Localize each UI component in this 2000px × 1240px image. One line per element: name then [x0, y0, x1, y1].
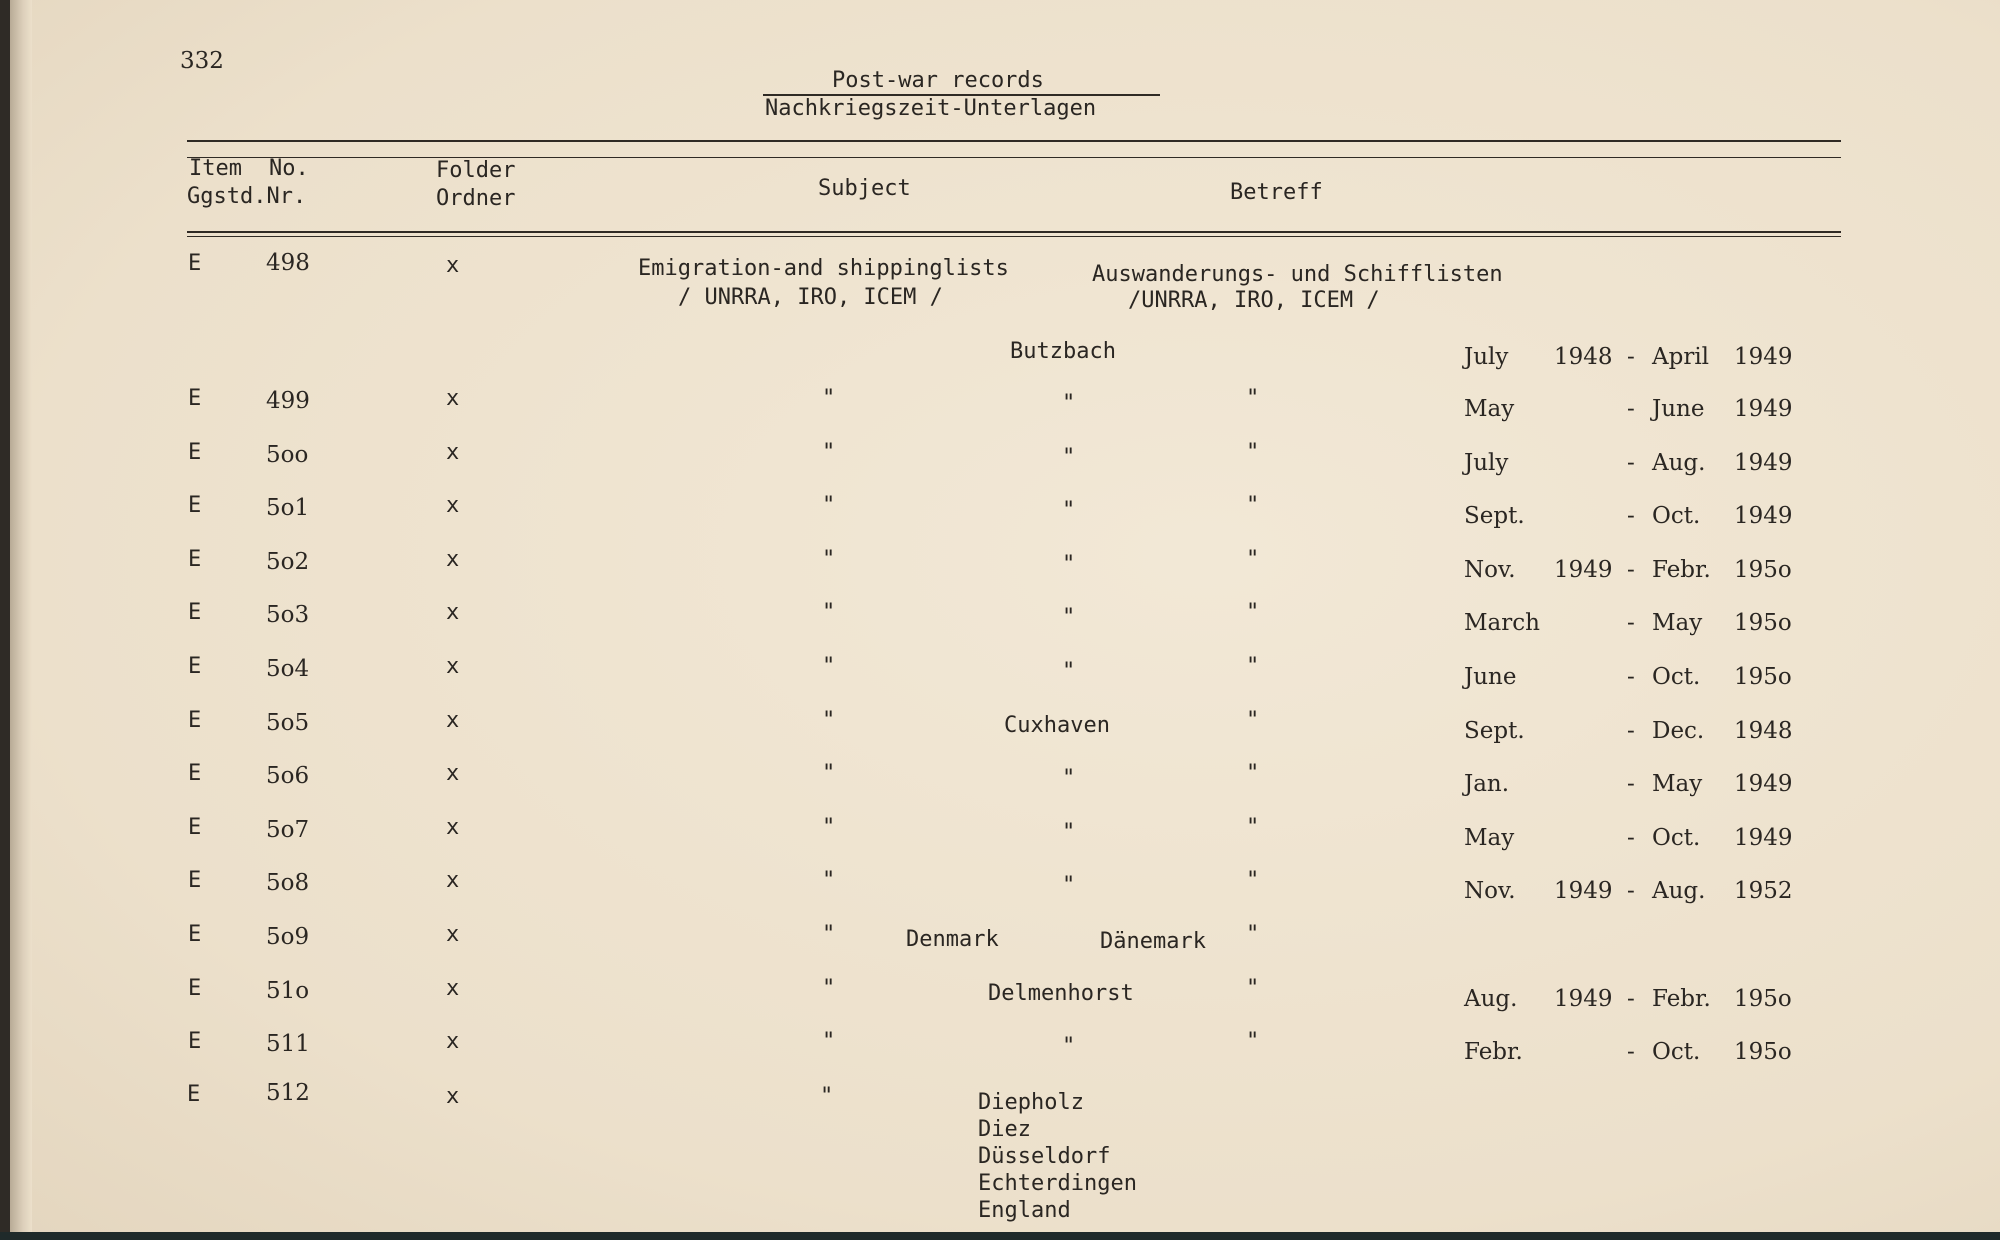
entry-item: E: [188, 922, 202, 947]
ditto-mark-betreff: ": [1246, 440, 1260, 465]
title-english: Post-war records: [832, 68, 1044, 93]
place-line: Echterdingen: [978, 1171, 1137, 1196]
entry-number: 5o8: [266, 870, 310, 896]
place-name: Cuxhaven: [1004, 713, 1110, 738]
date-to-month: Febr.: [1652, 986, 1711, 1012]
entry-subject: Emigration-and shippinglists: [638, 256, 1009, 281]
entry-number: 5o5: [266, 710, 310, 736]
entry-item: E: [188, 654, 202, 679]
date-from-month: Febr.: [1464, 1039, 1523, 1065]
place-line: Düsseldorf: [978, 1144, 1111, 1169]
date-to-month: Oct.: [1652, 1039, 1701, 1065]
date-from-year: 1948: [1554, 344, 1613, 370]
ditto-mark-betreff: ": [1246, 600, 1260, 625]
entry-number: 511: [266, 1031, 310, 1057]
entry-folder-mark: x: [446, 1029, 460, 1054]
document-page: [10, 0, 2000, 1232]
header-betreff: Betreff: [1230, 180, 1323, 205]
date-from-year: 1949: [1554, 557, 1613, 583]
entry-number: 5o9: [266, 924, 310, 950]
ditto-mark-subject: ": [820, 1084, 834, 1109]
ditto-mark-place: ": [1062, 766, 1076, 791]
entry-item: E: [188, 251, 202, 276]
entry-item: E: [187, 1082, 201, 1107]
entry-folder-mark: x: [446, 600, 460, 625]
date-to-month: May: [1652, 771, 1703, 797]
ditto-mark-subject: ": [822, 922, 836, 947]
date-from-month: May: [1464, 396, 1515, 422]
date-dash: -: [1627, 1039, 1635, 1065]
entry-subject-2: / UNRRA, IRO, ICEM /: [678, 285, 943, 310]
date-to-year: 1952: [1734, 878, 1793, 904]
entry-folder-mark: x: [446, 815, 460, 840]
entry-number: 5o7: [266, 817, 310, 843]
place-name-english: Denmark: [906, 927, 999, 952]
entry-folder-mark: x: [446, 493, 460, 518]
date-from-month: July: [1464, 344, 1509, 370]
entry-item: E: [188, 600, 202, 625]
ditto-mark-betreff: ": [1246, 976, 1260, 1001]
entry-folder-mark: x: [446, 440, 460, 465]
ditto-mark-betreff: ": [1246, 547, 1260, 572]
header-top-rule: [187, 140, 1841, 142]
ditto-mark-subject: ": [822, 1029, 836, 1054]
place-line: England: [978, 1198, 1071, 1223]
date-to-year: 1949: [1734, 825, 1793, 851]
entry-folder-mark: x: [446, 868, 460, 893]
ditto-mark-subject: ": [822, 547, 836, 572]
ditto-mark-place: ": [1062, 605, 1076, 630]
entry-item: E: [188, 386, 202, 411]
ditto-mark-subject: ": [822, 386, 836, 411]
date-dash: -: [1627, 396, 1635, 422]
ditto-mark-subject: ": [822, 600, 836, 625]
entry-number: 512: [266, 1080, 310, 1106]
place-name: Delmenhorst: [988, 981, 1134, 1006]
entry-number: 5oo: [266, 442, 309, 468]
date-to-month: Oct.: [1652, 503, 1701, 529]
entry-item: E: [188, 976, 202, 1001]
title-german: Nachkriegszeit-Unterlagen: [765, 96, 1097, 121]
entry-place: Butzbach: [1010, 339, 1116, 364]
date-dash: -: [1627, 344, 1635, 370]
date-to-year: 1949: [1734, 344, 1793, 370]
date-to-year: 1949: [1734, 396, 1793, 422]
date-from-month: Nov.: [1464, 557, 1516, 583]
ditto-mark-subject: ": [822, 868, 836, 893]
ditto-mark-betreff: ": [1246, 761, 1260, 786]
page-bottom-edge: [0, 1232, 2000, 1240]
entry-number: 5o4: [266, 656, 310, 682]
date-to-month: Dec.: [1652, 718, 1705, 744]
ditto-mark-subject: ": [822, 761, 836, 786]
ditto-mark-betreff: ": [1246, 868, 1260, 893]
date-to-year: 195o: [1734, 557, 1792, 583]
date-dash: -: [1627, 557, 1635, 583]
date-from-month: June: [1464, 664, 1517, 690]
entry-number: 499: [266, 388, 310, 414]
entry-folder-mark: x: [446, 922, 460, 947]
entry-betreff: Auswanderungs- und Schifflisten: [1092, 262, 1503, 287]
entry-folder-mark: x: [446, 253, 460, 278]
ditto-mark-betreff: ": [1246, 922, 1260, 947]
ditto-mark-subject: ": [822, 493, 836, 518]
ditto-mark-place: ": [1062, 391, 1076, 416]
ditto-mark-subject: ": [822, 654, 836, 679]
entry-number: 498: [266, 250, 310, 276]
date-to-year: 1949: [1734, 771, 1793, 797]
entry-folder-mark: x: [446, 1084, 460, 1109]
date-to-month: Febr.: [1652, 557, 1711, 583]
date-from-month: Aug.: [1464, 986, 1518, 1012]
ditto-mark-place: ": [1062, 659, 1076, 684]
date-from-month: March: [1464, 610, 1540, 636]
place-line: Diepholz: [978, 1090, 1084, 1115]
date-to-year: 195o: [1734, 664, 1792, 690]
ditto-mark-betreff: ": [1246, 708, 1260, 733]
entry-folder-mark: x: [446, 708, 460, 733]
ditto-mark-subject: ": [822, 708, 836, 733]
entry-item: E: [188, 868, 202, 893]
ditto-mark-subject: ": [822, 440, 836, 465]
date-from-month: Sept.: [1464, 503, 1525, 529]
entry-number: 5o3: [266, 602, 310, 628]
date-to-month: June: [1652, 396, 1705, 422]
date-to-month: April: [1652, 344, 1710, 370]
entry-number: 5o2: [266, 549, 310, 575]
header-bottom-rule-2: [187, 236, 1841, 237]
date-from-month: Sept.: [1464, 718, 1525, 744]
date-dash: -: [1627, 610, 1635, 636]
date-from-year: 1949: [1554, 986, 1613, 1012]
place-name-german: Dänemark: [1100, 929, 1206, 954]
binding-edge: [10, 0, 32, 1232]
date-to-year: 195o: [1734, 986, 1792, 1012]
header-item: Item: [189, 156, 242, 181]
header-ggstd-nr: Ggstd.Nr.: [187, 184, 307, 209]
entry-folder-mark: x: [446, 547, 460, 572]
ditto-mark-betreff: ": [1246, 815, 1260, 840]
ditto-mark-betreff: ": [1246, 386, 1260, 411]
entry-item: E: [188, 815, 202, 840]
date-to-month: May: [1652, 610, 1703, 636]
entry-item: E: [188, 547, 202, 572]
page-number: 332: [180, 48, 224, 74]
date-dash: -: [1627, 450, 1635, 476]
ditto-mark-place: ": [1062, 445, 1076, 470]
place-line: Diez: [978, 1117, 1031, 1142]
date-dash: -: [1627, 825, 1635, 851]
entry-number: 51o: [266, 978, 310, 1004]
entry-folder-mark: x: [446, 654, 460, 679]
header-folder: Folder: [436, 158, 516, 183]
date-to-month: Aug.: [1652, 878, 1706, 904]
entry-number: 5o6: [266, 763, 310, 789]
entry-item: E: [188, 708, 202, 733]
entry-folder-mark: x: [446, 386, 460, 411]
ditto-mark-place: ": [1062, 498, 1076, 523]
ditto-mark-place: ": [1062, 820, 1076, 845]
ditto-mark-subject: ": [822, 815, 836, 840]
header-subject: Subject: [818, 176, 911, 201]
ditto-mark-place: ": [1062, 552, 1076, 577]
ditto-mark-betreff: ": [1246, 1029, 1260, 1054]
ditto-mark-place: ": [1062, 873, 1076, 898]
date-from-year: 1949: [1554, 878, 1613, 904]
entry-item: E: [188, 761, 202, 786]
date-dash: -: [1627, 986, 1635, 1012]
ditto-mark-place: ": [1062, 1034, 1076, 1059]
date-to-month: Oct.: [1652, 664, 1701, 690]
entry-betreff-2: /UNRRA, IRO, ICEM /: [1128, 288, 1380, 313]
date-dash: -: [1627, 718, 1635, 744]
entry-item: E: [188, 440, 202, 465]
date-dash: -: [1627, 664, 1635, 690]
entry-folder-mark: x: [446, 761, 460, 786]
entry-item: E: [188, 1029, 202, 1054]
date-dash: -: [1627, 771, 1635, 797]
ditto-mark-subject: ": [822, 976, 836, 1001]
ditto-mark-betreff: ": [1246, 493, 1260, 518]
header-no: No.: [269, 156, 309, 181]
date-to-year: 1948: [1734, 718, 1793, 744]
date-from-month: Jan.: [1464, 771, 1510, 797]
date-to-year: 195o: [1734, 610, 1792, 636]
header-ordner: Ordner: [436, 186, 516, 211]
date-to-year: 1949: [1734, 450, 1793, 476]
entry-number: 5o1: [266, 495, 310, 521]
ditto-mark-betreff: ": [1246, 654, 1260, 679]
entry-item: E: [188, 493, 202, 518]
date-to-month: Aug.: [1652, 450, 1706, 476]
date-dash: -: [1627, 878, 1635, 904]
date-to-year: 195o: [1734, 1039, 1792, 1065]
date-from-month: May: [1464, 825, 1515, 851]
date-from-month: Nov.: [1464, 878, 1516, 904]
date-to-month: Oct.: [1652, 825, 1701, 851]
entry-folder-mark: x: [446, 976, 460, 1001]
date-dash: -: [1627, 503, 1635, 529]
header-bottom-rule: [187, 231, 1841, 233]
date-to-year: 1949: [1734, 503, 1793, 529]
date-from-month: July: [1464, 450, 1509, 476]
